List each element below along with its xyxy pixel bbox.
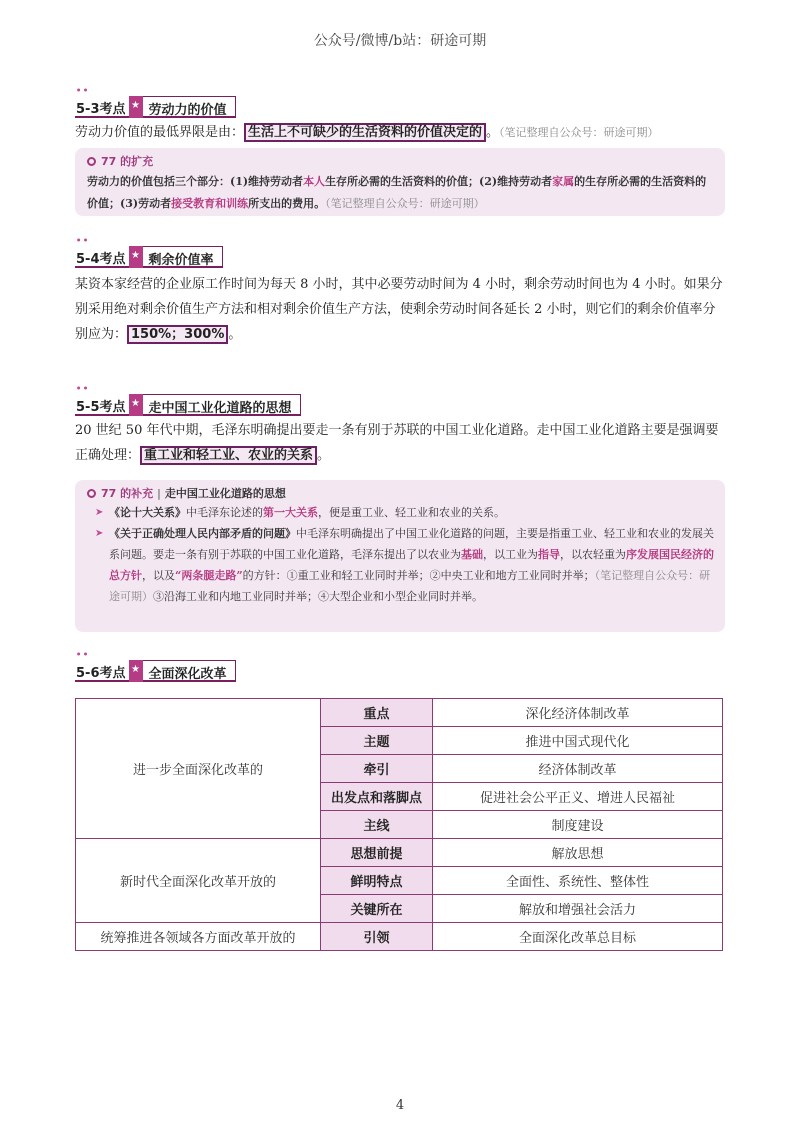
star-icon: ★ [129,394,143,416]
section-name: 全面深化改革 [143,660,236,682]
note-text: 劳动力的价值包括三个部分：(1)维持劳动者本人生存所必需的生活资料的价值；(2)维持劳动者家属的生存所必需的生活资料的价值；(3)劳动者接受教育和训练所支出的费用。（笔记整理自公众号：研途可期） [87,175,707,210]
value-cell: 制度建设 [433,811,723,839]
value-cell: 推进中国式现代化 [433,727,723,755]
source-note: （笔记整理自公众号：研途可期） [499,126,659,139]
key-answer: 生活上不可缺少的生活资料的价值决定的 [244,123,486,142]
arrow-icon: ➤ [95,507,104,518]
value-cell: 经济体制改革 [433,755,723,783]
star-icon: ★ [129,96,143,118]
bulb-icon [87,157,96,166]
key-answer: 150%；300% [127,325,228,344]
section-number: ● ● 5-5考点 [75,394,129,416]
section-5-4-text [75,272,725,347]
section-name: 劳动力的价值 [143,96,236,118]
text-suffix: 。 [228,327,242,342]
value-cell: 深化经济体制改革 [433,699,723,727]
label-cell: 牵引 [321,755,433,783]
star-icon: ★ [129,660,143,682]
note-item: ➤ 《论十大关系》中毛泽东论述的第一大关系，便是重工业、轻工业和农业的关系。 [87,503,715,523]
note-tag [87,153,715,169]
section-name: 走中国工业化道路的思想 [143,394,301,416]
label-cell: 思想前提 [321,839,433,867]
text-prefix: 劳动力价值的最低界限是由： [75,125,245,140]
value-cell: 解放思想 [433,839,723,867]
note-tag-label: 77 的补充 [101,487,154,500]
label-cell: 引领 [321,923,433,951]
value-cell: 解放和增强社会活力 [433,895,723,923]
question-text: 某资本家经营的企业原工作时间为每天 8 小时，其中必要劳动时间为 4 小时，剩余劳动时间也为 4 小时。如果分别采用绝对剩余价值生产方法和相对剩余价值生产方法，使剩余劳动时间各延长 2 小时，则它们的剩余价值率分别应为： [75,277,723,342]
label-cell: 主线 [321,811,433,839]
label-cell: 鲜明特点 [321,867,433,895]
section-title-5-6 [75,660,236,682]
star-icon: ★ [129,246,143,268]
label-cell: 出发点和落脚点 [321,783,433,811]
key-answer: 重工业和轻工业、农业的关系 [140,446,317,465]
page-number: 4 [395,1098,405,1113]
section-5-5-text [75,418,725,468]
value-cell: 促进社会公平正义、增进人民福祉 [433,783,723,811]
note-tag: 77 的补充 | 走中国工业化道路的思想 [87,485,715,501]
section-number: ● ● 5-4考点 [75,246,129,268]
note-box-5-3 [75,148,725,216]
label-cell: 重点 [321,699,433,727]
reform-table [75,698,723,951]
text-suffix: 。 [317,448,331,463]
note-box-5-5 [75,480,725,632]
question-text: 20 世纪 50 年代中期，毛泽东明确提出要走一条有别于苏联的中国工业化道路。走中国工业化道路主要是强调要正确处理： [75,423,719,463]
section-title-5-5 [75,394,301,416]
value-cell: 全面深化改革总目标 [433,923,723,951]
section-title-5-3 [75,96,236,118]
group-cell: 新时代全面深化改革开放的 [76,839,321,923]
section-number: ● ● 5-3考点 [75,96,129,118]
section-number: ● ● 5-6考点 [75,660,129,682]
label-cell: 关键所在 [321,895,433,923]
table-row [76,699,723,727]
value-cell: 全面性、系统性、整体性 [433,867,723,895]
note-item: ➤ 《关于正确处理人民内部矛盾的问题》中毛泽东明确提出了中国工业化道路的问题，主要是指重工业、轻工业和农业的发展关系问题。要走一条有别于苏联的中国工业化道路，毛泽东提出了以农业为基础，以工业为指导，以农轻重为序发展国民经济的总方针，以及“两条腿走路”的方针：①重工业和轻工业同时并举；②中央工业和地方工业同时并举；（笔记整理自公众号：研途可期）③沿海工业和内地工业同时并举；④大型企业和小型企业同时并举。 [87,523,715,607]
group-cell: 进一步全面深化改革的 [76,699,321,839]
section-5-3-text [75,120,725,145]
page-header: 公众号/微博/b站：研途可期 [313,33,487,49]
section-name: 剩余价值率 [143,246,223,268]
note-tag-label: 77 的扩充 [101,155,154,168]
note-subtitle: 走中国工业化道路的思想 [164,487,286,500]
section-title-5-4 [75,246,223,268]
table-row [76,923,723,951]
table-row [76,839,723,867]
group-cell: 统筹推进各领域各方面改革开放的 [76,923,321,951]
label-cell: 主题 [321,727,433,755]
text-suffix: 。 [486,125,500,140]
bulb-icon [87,489,96,498]
arrow-icon: ➤ [95,528,104,539]
